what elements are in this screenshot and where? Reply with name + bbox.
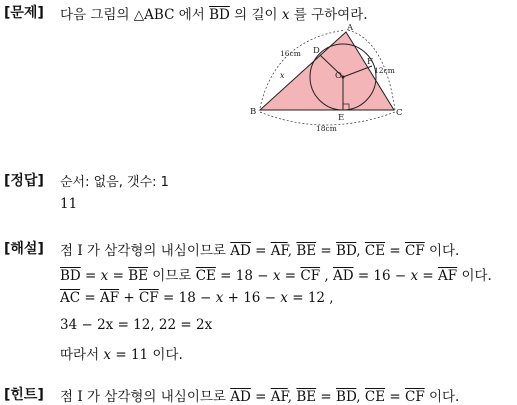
text-part: , [356,389,365,405]
segment-ac: $\overline{AC}$ [60,290,81,306]
text-part: , [320,268,333,284]
text-part: 이므로 [147,268,196,284]
length-cf-label: 12cm [374,66,395,75]
problem-text-part: 다음 그림의 △ABC 에서 [60,7,210,23]
length-ad-label: 16cm [280,49,301,58]
text-part: + 16 − [223,290,281,306]
answer-order-text: 순서: 없음, 갯수: 1 [60,175,169,190]
point-e-label: E [338,113,345,123]
solution-line-1 [60,239,459,259]
variable-x: x [215,290,224,306]
text-part: = [418,268,439,284]
hint-label: [힌트] [4,387,44,403]
text-part: 이다. [457,268,492,284]
text-part: , [287,389,297,405]
text-part: 이다. [424,389,460,405]
segment-ce: $\overline{CE}$ [364,243,386,259]
point-o-label: O [335,71,342,81]
solution-label: [해설] [4,241,44,257]
segment-ce: $\overline{CE}$ [364,389,386,405]
segment-cf: $\overline{CF}$ [300,268,321,284]
text-part: = 18 − [158,290,216,306]
problem-text-part: 를 구하여라. [289,7,368,23]
segment-bd: $\overline{BD}$ [209,7,230,23]
segment-bd: $\overline{BD}$ [60,268,81,284]
text-part: = [80,268,101,284]
segment-af: $\overline{AF}$ [270,243,288,259]
segment-be: $\overline{BE}$ [296,389,317,405]
segment-ad: $\overline{AD}$ [230,243,251,259]
text-part: = [316,389,337,405]
length-x-label: x [280,71,285,80]
text-part: , [287,243,297,259]
problem-text-part: 의 길이 [229,7,282,23]
text-part: , [356,243,365,259]
variable-x: x [281,7,290,23]
solution-line-2 [60,264,492,284]
segment-cf: $\overline{CF}$ [404,389,425,405]
segment-be: $\overline{BE}$ [296,243,317,259]
segment-ad: $\overline{AD}$ [332,268,354,284]
text-part: = [80,290,100,306]
answer-label: [정답] [4,173,44,189]
problem-label: [문제] [4,5,44,21]
variable-x: x [272,268,281,284]
answer-value: 11 [60,196,78,212]
segment-bd: $\overline{BD}$ [336,389,357,405]
segment-cf: $\overline{CF}$ [139,290,159,306]
text-part: + [119,290,140,306]
vertex-b-label: B [250,107,257,117]
point-d-label: D [313,46,320,56]
segment-af: $\overline{AF}$ [438,268,458,284]
solution-line-3 [60,290,334,306]
segment-ad: $\overline{AD}$ [230,389,251,405]
segment-ce: $\overline{CE}$ [195,268,216,284]
variable-x: x [100,268,109,284]
hint-line-1 [60,385,459,405]
vertex-a-label: A [347,23,354,33]
segment-bd: $\overline{BD}$ [336,243,357,259]
text-part: = 12 , [287,290,334,306]
text-part: 이다. [424,243,460,259]
text-part: = [250,243,271,259]
segment-af: $\overline{AF}$ [270,389,288,405]
variable-x: x [103,347,112,363]
text-part: 점 I 가 삼각형의 내심이므로 [60,243,231,259]
point-f-label: F [367,57,373,67]
text-part: = [280,268,301,284]
solution-line-5 [60,343,183,363]
vertex-c-label: C [396,108,403,118]
text-part: 점 I 가 삼각형의 내심이므로 [60,389,231,405]
triangle-figure [250,20,410,135]
text-part: = 16 − [353,268,411,284]
text-part: = [385,243,405,259]
text-part: = [385,389,405,405]
text-part: = [250,389,271,405]
segment-cf: $\overline{CF}$ [404,243,425,259]
text-part: = [108,268,129,284]
text-part: = [316,243,337,259]
text-part: 따라서 [60,347,104,363]
solution-line-4: 34 − 2x = 12, 22 = 2x [60,317,213,333]
segment-be: $\overline{BE}$ [128,268,148,284]
text-part: = 18 − [215,268,273,284]
text-part: = 11 이다. [111,347,183,363]
variable-x: x [410,268,419,284]
segment-af: $\overline{AF}$ [100,290,120,306]
length-bc-label: 18cm [316,124,337,133]
variable-x: x [280,290,288,306]
